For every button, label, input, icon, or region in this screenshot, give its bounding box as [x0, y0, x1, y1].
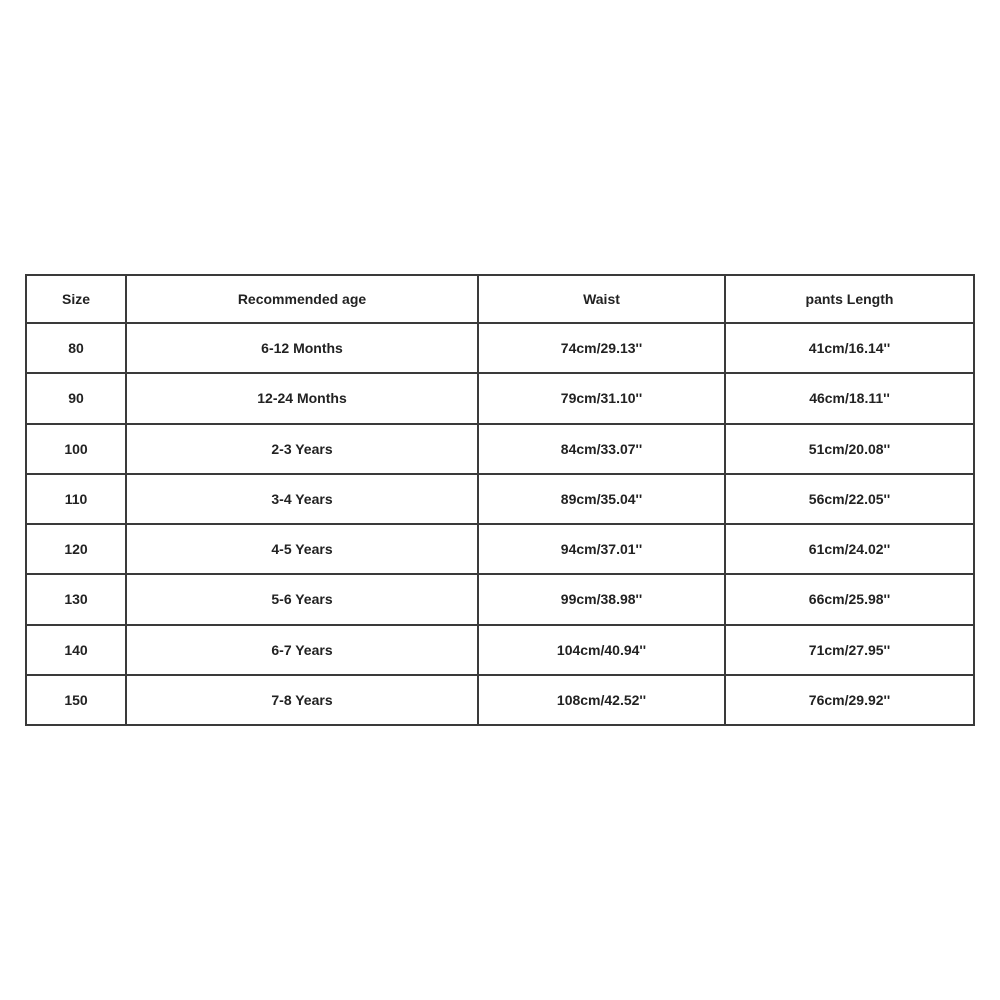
cell-pants-length: 61cm/24.02''	[725, 524, 974, 574]
cell-pants-length: 66cm/25.98''	[725, 574, 974, 624]
cell-pants-length: 41cm/16.14''	[725, 323, 974, 373]
table-row	[26, 474, 974, 524]
cell-recommended-age: 12-24 Months	[126, 373, 478, 423]
cell-size: 130	[26, 574, 126, 624]
cell-recommended-age: 3-4 Years	[126, 474, 478, 524]
table-row	[26, 323, 974, 373]
cell-size: 100	[26, 424, 126, 474]
cell-pants-length: 71cm/27.95''	[725, 625, 974, 675]
header-pants-length: pants Length	[725, 275, 974, 323]
cell-waist: 104cm/40.94''	[478, 625, 725, 675]
cell-size: 120	[26, 524, 126, 574]
cell-recommended-age: 2-3 Years	[126, 424, 478, 474]
cell-pants-length: 46cm/18.11''	[725, 373, 974, 423]
cell-recommended-age: 5-6 Years	[126, 574, 478, 624]
cell-size: 80	[26, 323, 126, 373]
cell-waist: 84cm/33.07''	[478, 424, 725, 474]
table-row	[26, 625, 974, 675]
cell-waist: 74cm/29.13''	[478, 323, 725, 373]
cell-waist: 108cm/42.52''	[478, 675, 725, 725]
table-row	[26, 574, 974, 624]
cell-recommended-age: 6-12 Months	[126, 323, 478, 373]
table-row	[26, 524, 974, 574]
header-size: Size	[26, 275, 126, 323]
cell-waist: 89cm/35.04''	[478, 474, 725, 524]
table-row	[26, 373, 974, 423]
cell-waist: 94cm/37.01''	[478, 524, 725, 574]
cell-recommended-age: 4-5 Years	[126, 524, 478, 574]
header-recommended-age: Recommended age	[126, 275, 478, 323]
cell-pants-length: 56cm/22.05''	[725, 474, 974, 524]
cell-recommended-age: 7-8 Years	[126, 675, 478, 725]
table-row	[26, 675, 974, 725]
cell-pants-length: 51cm/20.08''	[725, 424, 974, 474]
cell-waist: 79cm/31.10''	[478, 373, 725, 423]
cell-recommended-age: 6-7 Years	[126, 625, 478, 675]
size-chart-table	[25, 274, 975, 726]
cell-size: 90	[26, 373, 126, 423]
cell-size: 110	[26, 474, 126, 524]
cell-waist: 99cm/38.98''	[478, 574, 725, 624]
cell-pants-length: 76cm/29.92''	[725, 675, 974, 725]
cell-size: 150	[26, 675, 126, 725]
header-row	[26, 275, 974, 323]
table-row	[26, 424, 974, 474]
header-waist: Waist	[478, 275, 725, 323]
cell-size: 140	[26, 625, 126, 675]
